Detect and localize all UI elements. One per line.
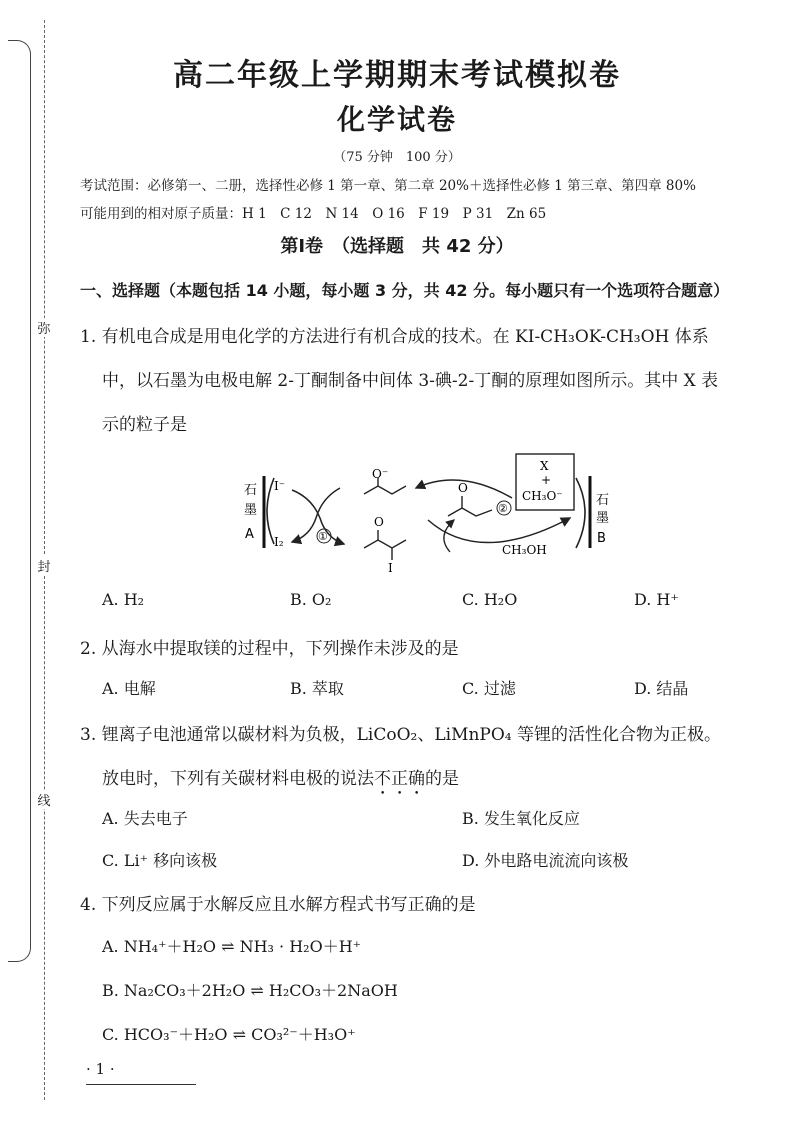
binding-mark-seal-2: 封	[34, 556, 54, 575]
page-number: · 1 ·	[86, 1060, 115, 1078]
electrode-b-label-1: 石	[596, 493, 610, 508]
product-o-label: O	[374, 515, 384, 529]
ketone-skeleton	[448, 508, 492, 516]
exam-scope: 考试范围：必修第一、二册，选择性必修 1 第一章、第二章 20%＋选择性必修 1 第三章、第四章 80%	[80, 178, 696, 194]
binding-mark-seal-1: 弥	[34, 318, 54, 337]
q3-stem-before: 放电时，下列有关碳材料电极的说法	[102, 769, 374, 789]
q3-option-d[interactable]: D. 外电路电流流向该极	[462, 851, 629, 870]
electrode-a-label-3: A	[245, 527, 254, 542]
q1-stem-line3: 示的粒子是	[102, 415, 187, 435]
q4-stem: 4. 下列反应属于水解反应且水解方程式书写正确的是	[80, 895, 476, 915]
methanol-label: CH₃OH	[502, 543, 547, 557]
q1-stem-line2: 中，以石墨为电极电解 2-丁酮制备中间体 3-碘-2-丁酮的原理如图所示。其中 X 表	[102, 371, 719, 391]
q1-stem-line1: 1. 有机电合成是用电化学的方法进行有机合成的技术。在 KI-CH₃OK-CH₃OH 体系	[80, 327, 709, 347]
box-plus-label: +	[541, 473, 552, 487]
q3-option-a[interactable]: A. 失去电子	[102, 809, 188, 828]
cycle1-arrow-up	[292, 488, 340, 542]
q4-option-c[interactable]: C. HCO₃⁻＋H₂O ⇌ CO₃²⁻＋H₃O⁺	[102, 1025, 356, 1044]
q2-option-d[interactable]: D. 结晶	[634, 679, 689, 698]
q3-stem-after: 的是	[425, 769, 459, 789]
q3-option-b[interactable]: B. 发生氧化反应	[462, 809, 580, 828]
methanol-loop-arrow	[428, 518, 570, 543]
electrode-a-curve	[267, 478, 274, 544]
enolate-skeleton	[364, 486, 406, 494]
section-title: 第Ⅰ卷 （选择题 共 42 分）	[280, 236, 514, 257]
q3-stem-line2	[102, 764, 459, 799]
q1-option-c[interactable]: C. H₂O	[462, 590, 518, 609]
product-i-label: I	[388, 561, 393, 575]
q2-option-a[interactable]: A. 电解	[102, 679, 156, 698]
electrode-b-curve	[576, 478, 585, 548]
ketone-o-label: O	[458, 481, 468, 495]
electrode-b-label-2: 墨	[596, 511, 610, 526]
binding-margin	[0, 0, 60, 1125]
q1-option-d[interactable]: D. H⁺	[634, 590, 679, 609]
box-x-label: X	[540, 459, 549, 473]
product-skeleton	[364, 540, 406, 548]
q3-stem-line1: 3. 锂离子电池通常以碳材料为负极，LiCoO₂、LiMnPO₄ 等锂的活性化合物为正极。	[80, 725, 722, 745]
binding-mark-line: 线	[34, 790, 54, 809]
electrolysis-diagram	[240, 448, 620, 578]
box-methoxide-label: CH₃O⁻	[522, 489, 563, 503]
step1-label: ①	[318, 530, 328, 543]
q4-option-b[interactable]: B. Na₂CO₃＋2H₂O ⇌ H₂CO₃＋2NaOH	[102, 981, 398, 1000]
exam-title: 高二年级上学期期末考试模拟卷	[173, 58, 621, 93]
q2-stem: 2. 从海水中提取镁的过程中，下列操作未涉及的是	[80, 639, 459, 659]
enolate-o-label: O⁻	[372, 467, 389, 481]
footer-rule	[86, 1084, 196, 1085]
q4-option-a[interactable]: A. NH₄⁺＋H₂O ⇌ NH₃ · H₂O＋H⁺	[102, 937, 362, 956]
subject-title: 化学试卷	[336, 103, 457, 136]
part-title: 一、选择题（本题包括 14 小题，每小题 3 分，共 42 分。每小题只有一个选项符合题意）	[80, 281, 730, 300]
iodide-label: I⁻	[274, 479, 286, 493]
q1-option-b[interactable]: B. O₂	[290, 590, 332, 609]
electrode-a-label-1: 石	[244, 483, 258, 498]
page-footer	[86, 1060, 115, 1078]
binding-frame	[8, 40, 31, 962]
electrode-b-label-3: B	[597, 531, 606, 546]
q1-option-a[interactable]: A. H₂	[102, 590, 145, 609]
iodine-label: I₂	[274, 535, 284, 549]
q2-option-c[interactable]: C. 过滤	[462, 679, 516, 698]
step2-label: ②	[498, 502, 508, 515]
atomic-masses: 可能用到的相对原子质量：H 1 C 12 N 14 O 16 F 19 P 31 Zn 65	[80, 206, 547, 222]
q3-option-c[interactable]: C. Li⁺ 移向该极	[102, 851, 218, 870]
duration-score: （75 分钟 100 分）	[333, 150, 461, 165]
q3-stem-emphasis: 不正确	[374, 769, 425, 789]
q2-option-b[interactable]: B. 萃取	[290, 679, 344, 698]
electrode-a-label-2: 墨	[244, 503, 258, 518]
